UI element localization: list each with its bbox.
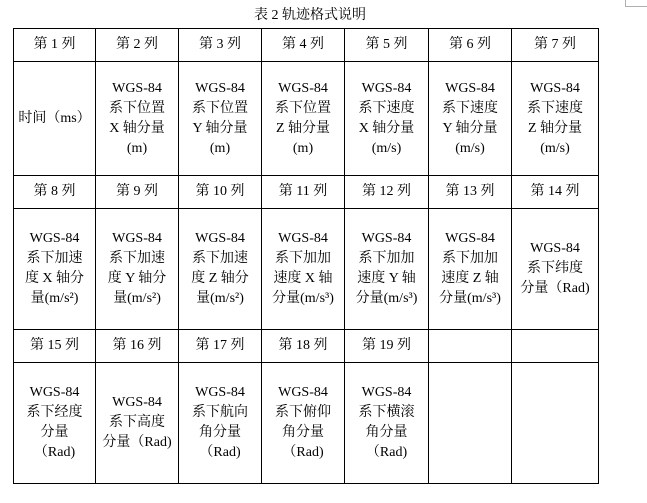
- column-header: 第 8 列: [14, 176, 96, 209]
- column-header: 第 4 列: [262, 29, 345, 62]
- description-row-1: [14, 62, 599, 176]
- column-description: WGS-84 系下加速 度 Z 轴分 量(m/s²): [179, 209, 262, 330]
- column-header: 第 17 列: [179, 330, 262, 363]
- header-row-3: [14, 330, 599, 363]
- column-description: WGS-84 系下位置 Z 轴分量 (m): [262, 62, 345, 176]
- column-header: 第 6 列: [429, 29, 512, 62]
- column-header: 第 12 列: [345, 176, 429, 209]
- column-header: 第 5 列: [345, 29, 429, 62]
- empty-cell: [429, 363, 512, 484]
- column-description: WGS-84 系下位置 Y 轴分量 (m): [179, 62, 262, 176]
- column-description: WGS-84 系下加速 度 X 轴分 量(m/s²): [14, 209, 96, 330]
- column-header: 第 2 列: [96, 29, 179, 62]
- column-header: 第 10 列: [179, 176, 262, 209]
- description-row-3: [14, 363, 599, 484]
- column-description: WGS-84 系下经度 分量 （Rad): [14, 363, 96, 484]
- table-caption: 表 2 轨迹格式说明: [254, 8, 366, 23]
- header-row-2: [14, 176, 599, 209]
- empty-cell: [512, 363, 599, 484]
- column-header: 第 7 列: [512, 29, 599, 62]
- column-description: 时间（ms）: [14, 62, 96, 176]
- description-row-2: [14, 209, 599, 330]
- column-header: 第 18 列: [262, 330, 345, 363]
- column-description: WGS-84 系下加加 速度 Z 轴 分量(m/s³): [429, 209, 512, 330]
- column-header: 第 11 列: [262, 176, 345, 209]
- column-description: WGS-84 系下速度 X 轴分量 (m/s): [345, 62, 429, 176]
- trajectory-format-table: [13, 28, 599, 484]
- column-header: 第 9 列: [96, 176, 179, 209]
- column-header: 第 14 列: [512, 176, 599, 209]
- column-header: 第 1 列: [14, 29, 96, 62]
- column-description: WGS-84 系下横滚 角分量 （Rad): [345, 363, 429, 484]
- column-description: WGS-84 系下速度 Z 轴分量 (m/s): [512, 62, 599, 176]
- header-row-1: [14, 29, 599, 62]
- empty-cell: [512, 330, 599, 363]
- column-description: WGS-84 系下速度 Y 轴分量 (m/s): [429, 62, 512, 176]
- column-header: 第 15 列: [14, 330, 96, 363]
- column-description: WGS-84 系下高度 分量（Rad): [96, 363, 179, 484]
- column-description: WGS-84 系下纬度 分量（Rad): [512, 209, 599, 330]
- column-description: WGS-84 系下加加 速度 Y 轴 分量(m/s³): [345, 209, 429, 330]
- column-description: WGS-84 系下加加 速度 X 轴 分量(m/s³): [262, 209, 345, 330]
- column-description: WGS-84 系下加速 度 Y 轴分 量(m/s²): [96, 209, 179, 330]
- column-header: 第 16 列: [96, 330, 179, 363]
- column-description: WGS-84 系下航向 角分量 （Rad): [179, 363, 262, 484]
- column-description: WGS-84 系下位置 X 轴分量 (m): [96, 62, 179, 176]
- column-description: WGS-84 系下俯仰 角分量 （Rad): [262, 363, 345, 484]
- column-header: 第 19 列: [345, 330, 429, 363]
- empty-cell: [429, 330, 512, 363]
- page-corner-mark: [625, 0, 647, 7]
- column-header: 第 13 列: [429, 176, 512, 209]
- column-header: 第 3 列: [179, 29, 262, 62]
